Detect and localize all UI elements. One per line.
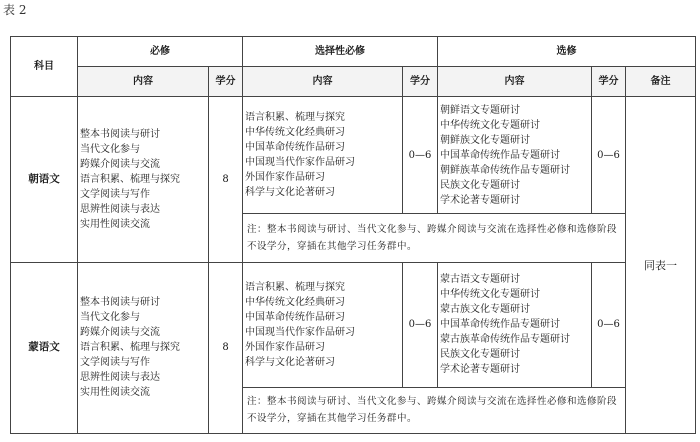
required-credit: 8 bbox=[209, 262, 243, 433]
note-cell: 注：整本书阅读与研讨、当代文化参与、跨媒介阅读与交流在选择性必修和选修阶段不设学分，穿插在其他学习任务群中。 bbox=[243, 214, 626, 262]
list-item: 蒙古族文化专题研讨 bbox=[440, 304, 530, 316]
list-item: 科学与文化论著研习 bbox=[245, 356, 335, 368]
list-item: 学术论著专题研讨 bbox=[440, 364, 520, 376]
remark-cell: 同表一 bbox=[626, 97, 696, 434]
list-item: 思辨性阅读与表达 bbox=[80, 372, 160, 384]
elective-required-content-header: 内容 bbox=[243, 67, 403, 97]
list-item: 外国作家作品研习 bbox=[245, 172, 325, 184]
elective-required-content-list bbox=[243, 262, 403, 387]
subject-header: 科目 bbox=[11, 37, 78, 97]
elective-required-header: 选择性必修 bbox=[243, 37, 438, 67]
elective-required-credit-header: 学分 bbox=[403, 67, 438, 97]
elective-required-credit: 0—6 bbox=[403, 262, 438, 387]
list-item: 跨媒介阅读与交流 bbox=[80, 158, 160, 170]
required-content-list bbox=[78, 262, 209, 433]
list-item: 文学阅读与写作 bbox=[80, 357, 150, 369]
list-item: 朝鲜语文专题研讨 bbox=[440, 104, 520, 116]
list-item: 思辨性阅读与表达 bbox=[80, 203, 160, 215]
list-item: 语言积累、梳理与探究 bbox=[80, 342, 180, 354]
list-item: 实用性阅读交流 bbox=[80, 218, 150, 230]
list-item: 蒙古族革命传统作品专题研讨 bbox=[440, 334, 570, 346]
list-item: 学术论著专题研讨 bbox=[440, 194, 520, 206]
elective-required-content-list bbox=[243, 97, 403, 214]
elective-content-list bbox=[438, 262, 592, 387]
list-item: 中国革命传统作品专题研讨 bbox=[440, 319, 560, 331]
list-item: 中华传统文化专题研讨 bbox=[440, 289, 540, 301]
elective-required-credit: 0—6 bbox=[403, 97, 438, 214]
elective-content-header: 内容 bbox=[438, 67, 592, 97]
list-item: 蒙古语文专题研讨 bbox=[440, 274, 520, 286]
note-cell: 注：整本书阅读与研讨、当代文化参与、跨媒介阅读与交流在选择性必修和选修阶段不设学分，穿插在其他学习任务群中。 bbox=[243, 387, 626, 433]
list-item: 科学与文化论著研习 bbox=[245, 187, 335, 199]
elective-credit-header: 学分 bbox=[592, 67, 626, 97]
elective-credit: 0—6 bbox=[592, 97, 626, 214]
remark-header: 备注 bbox=[626, 67, 696, 97]
list-item: 文学阅读与写作 bbox=[80, 188, 150, 200]
required-credit-header: 学分 bbox=[209, 67, 243, 97]
list-item: 整本书阅读与研讨 bbox=[80, 128, 160, 140]
list-item: 中国现当代作家作品研习 bbox=[245, 326, 355, 338]
list-item: 中国革命传统作品专题研讨 bbox=[440, 149, 560, 161]
list-item: 中华传统文化经典研习 bbox=[245, 296, 345, 308]
required-header: 必修 bbox=[78, 37, 243, 67]
table-label: 表 2 bbox=[3, 3, 27, 17]
curriculum-table bbox=[10, 36, 696, 434]
list-item: 语言积累、梳理与探究 bbox=[245, 281, 345, 293]
list-item: 跨媒介阅读与交流 bbox=[80, 327, 160, 339]
elective-content-list bbox=[438, 97, 592, 214]
list-item: 实用性阅读交流 bbox=[80, 387, 150, 399]
list-item: 中国现当代作家作品研习 bbox=[245, 157, 355, 169]
list-item: 朝鲜族文化专题研讨 bbox=[440, 134, 530, 146]
list-item: 当代文化参与 bbox=[80, 143, 140, 155]
list-item: 中国革命传统作品研习 bbox=[245, 311, 345, 323]
table-row-mongolian bbox=[11, 262, 696, 387]
elective-credit: 0—6 bbox=[592, 262, 626, 387]
list-item: 中华传统文化专题研讨 bbox=[440, 119, 540, 131]
list-item: 当代文化参与 bbox=[80, 312, 140, 324]
elective-header: 选修 bbox=[438, 37, 696, 67]
list-item: 外国作家作品研习 bbox=[245, 341, 325, 353]
list-item: 中华传统文化经典研习 bbox=[245, 127, 345, 139]
table-row-korean bbox=[11, 97, 696, 214]
list-item: 语言积累、梳理与探究 bbox=[80, 173, 180, 185]
required-content-header: 内容 bbox=[78, 67, 209, 97]
list-item: 语言积累、梳理与探究 bbox=[245, 112, 345, 124]
subject-cell: 蒙语文 bbox=[11, 262, 78, 433]
list-item: 朝鲜族革命传统作品专题研讨 bbox=[440, 164, 570, 176]
list-item: 整本书阅读与研讨 bbox=[80, 297, 160, 309]
list-item: 民族文化专题研讨 bbox=[440, 349, 520, 361]
list-item: 中国革命传统作品研习 bbox=[245, 142, 345, 154]
required-credit: 8 bbox=[209, 97, 243, 262]
required-content-list bbox=[78, 97, 209, 262]
subject-cell: 朝语文 bbox=[11, 97, 78, 262]
list-item: 民族文化专题研讨 bbox=[440, 179, 520, 191]
